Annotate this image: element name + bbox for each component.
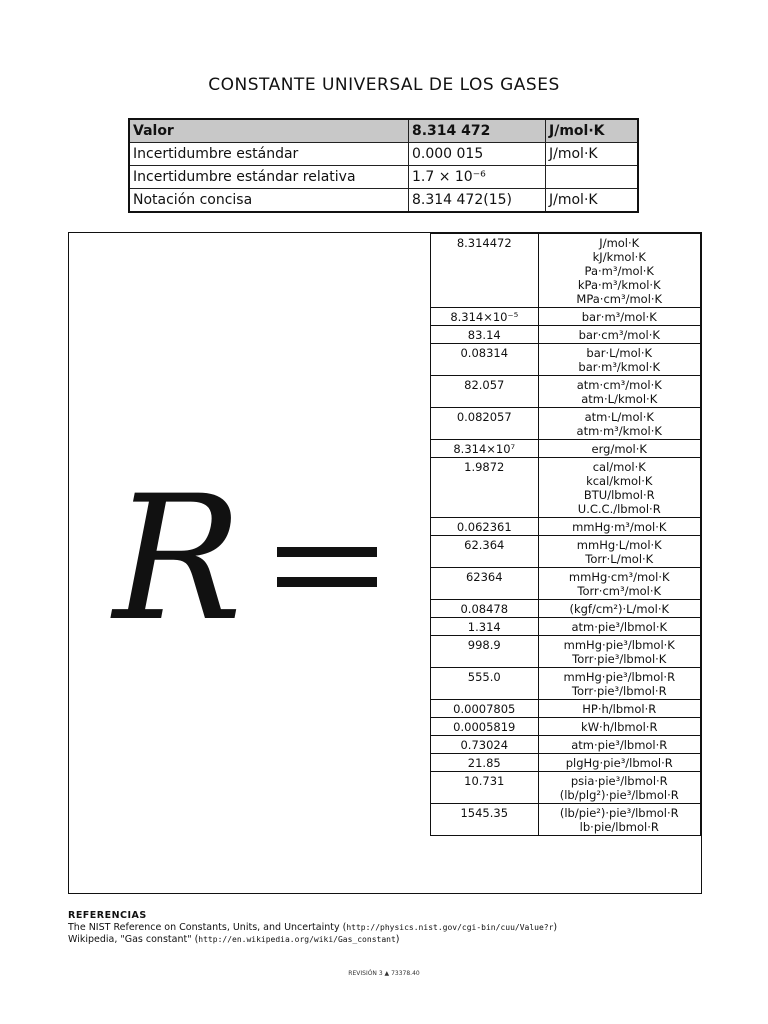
units-cell: bar·m³/mol·K (538, 308, 700, 326)
value-cell: 10.731 (431, 772, 539, 804)
units-cell: J/mol·K kJ/kmol·K Pa·m³/mol·K kPa·m³/kmol·K MPa·cm³/mol·K (538, 234, 700, 308)
value-cell: 0.08314 (431, 344, 539, 376)
table-row (431, 234, 701, 308)
units-cell: plgHg·pie³/lbmol·R (538, 754, 700, 772)
summary-value: 8.314 472 (409, 119, 546, 143)
references-heading: REFERENCIAS (68, 910, 147, 921)
table-row (431, 308, 701, 326)
table-row (431, 772, 701, 804)
reference-text: The NIST Reference on Constants, Units, and Uncertainty ( (68, 922, 347, 933)
summary-label: Incertidumbre estándar relativa (129, 166, 409, 189)
table-row (431, 618, 701, 636)
units-cell: (lb/pie²)·pie³/lbmol·R lb·pie/lbmol·R (538, 804, 700, 836)
value-cell: 0.062361 (431, 518, 539, 536)
units-cell: atm·pie³/lbmol·K (538, 618, 700, 636)
units-cell: mmHg·m³/mol·K (538, 518, 700, 536)
table-row (431, 458, 701, 518)
table-row (431, 804, 701, 836)
summary-unit: J/mol·K (546, 119, 639, 143)
value-cell: 8.314×10⁷ (431, 440, 539, 458)
table-row (431, 536, 701, 568)
table-row (431, 668, 701, 700)
units-cell: HP·h/lbmol·R (538, 700, 700, 718)
summary-value: 0.000 015 (409, 143, 546, 166)
value-cell: 8.314472 (431, 234, 539, 308)
table-row (431, 568, 701, 600)
units-cell: psia·pie³/lbmol·R (lb/plg²)·pie³/lbmol·R (538, 772, 700, 804)
value-cell: 555.0 (431, 668, 539, 700)
value-cell: 0.08478 (431, 600, 539, 618)
units-cell: bar·L/mol·K bar·m³/kmol·K (538, 344, 700, 376)
table-row (129, 189, 638, 213)
references (68, 910, 557, 946)
table-row (431, 754, 701, 772)
table-row (431, 736, 701, 754)
units-cell: kW·h/lbmol·R (538, 718, 700, 736)
value-cell: 1545.35 (431, 804, 539, 836)
value-cell: 8.314×10⁻⁵ (431, 308, 539, 326)
value-cell: 62364 (431, 568, 539, 600)
table-row (129, 166, 638, 189)
units-cell: atm·cm³/mol·K atm·L/kmol·K (538, 376, 700, 408)
value-cell: 1.314 (431, 618, 539, 636)
table-row (431, 636, 701, 668)
units-cell: mmHg·pie³/lbmol·K Torr·pie³/lbmol·K (538, 636, 700, 668)
value-cell: 21.85 (431, 754, 539, 772)
value-cell: 0.082057 (431, 408, 539, 440)
table-row (431, 344, 701, 376)
summary-value: 8.314 472(15) (409, 189, 546, 213)
value-cell: 0.0007805 (431, 700, 539, 718)
page-title: CONSTANTE UNIVERSAL DE LOS GASES (208, 75, 560, 95)
units-cell: mmHg·cm³/mol·K Torr·cm³/mol·K (538, 568, 700, 600)
table-row (431, 440, 701, 458)
values-table (430, 233, 701, 836)
units-cell: atm·L/mol·K atm·m³/kmol·K (538, 408, 700, 440)
reference-text: ) (553, 922, 558, 933)
value-cell: 0.73024 (431, 736, 539, 754)
equals-sign (277, 547, 377, 587)
units-cell: bar·cm³/mol·K (538, 326, 700, 344)
table-row (431, 376, 701, 408)
value-cell: 1.9872 (431, 458, 539, 518)
table-row (431, 326, 701, 344)
value-cell: 83.14 (431, 326, 539, 344)
reference-text: Wikipedia, "Gas constant" ( (68, 934, 199, 945)
table-row (431, 718, 701, 736)
units-cell: atm·pie³/lbmol·R (538, 736, 700, 754)
value-cell: 82.057 (431, 376, 539, 408)
revision-footer: REVISIÓN 3 ▲ 73378.40 (348, 970, 420, 977)
table-row (129, 119, 638, 143)
reference-link[interactable]: http://physics.nist.gov/cgi-bin/cuu/Value?r (346, 923, 554, 932)
reference-link[interactable]: http://en.wikipedia.org/wiki/Gas_constant (198, 935, 396, 944)
gas-constant-values-panel (68, 232, 702, 894)
summary-label: Incertidumbre estándar (129, 143, 409, 166)
reference-text: ) (395, 934, 400, 945)
reference-wikipedia (68, 934, 557, 946)
table-row (431, 600, 701, 618)
table-row (129, 143, 638, 166)
units-cell: cal/mol·K kcal/kmol·K BTU/lbmol·R U.C.C./lbmol·R (538, 458, 700, 518)
summary-value: 1.7 × 10⁻⁶ (409, 166, 546, 189)
units-cell: mmHg·pie³/lbmol·R Torr·pie³/lbmol·R (538, 668, 700, 700)
constant-summary-table (128, 118, 639, 213)
r-symbol: R (113, 458, 243, 659)
table-row (431, 518, 701, 536)
table-row (431, 700, 701, 718)
value-cell: 62.364 (431, 536, 539, 568)
summary-unit: J/mol·K (546, 189, 639, 213)
summary-label: Notación concisa (129, 189, 409, 213)
units-cell: (kgf/cm²)·L/mol·K (538, 600, 700, 618)
summary-unit: J/mol·K (546, 143, 639, 166)
units-cell: erg/mol·K (538, 440, 700, 458)
r-equals-label (69, 233, 431, 893)
units-cell: mmHg·L/mol·K Torr·L/mol·K (538, 536, 700, 568)
summary-unit (546, 166, 639, 189)
table-row (431, 408, 701, 440)
reference-nist (68, 922, 557, 934)
value-cell: 998.9 (431, 636, 539, 668)
value-cell: 0.0005819 (431, 718, 539, 736)
summary-label: Valor (129, 119, 409, 143)
